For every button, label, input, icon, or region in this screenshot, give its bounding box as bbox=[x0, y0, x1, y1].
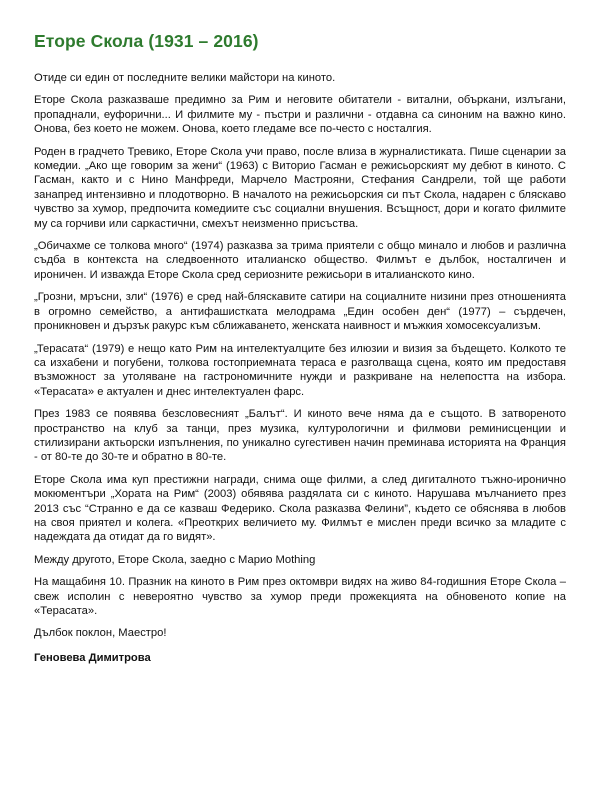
paragraph-farewell: Дълбок поклон, Маестро! bbox=[34, 627, 167, 640]
article bbox=[34, 30, 566, 665]
paragraph-biography: Роден в градчето Тревико, Еторе Скола учи право, после влиза в журналистиката. Пише сценарии за комедии. „Ако ще говорим за жени“ (1963) с Виторио Гасман е режисьорският му дебют в киното. С Гасман, както и с Нино Манфреди, Марчело Мастрояни, Стефания Сандрели, той ще работи занапред интензивно и плодотворно. В началото на режисьорския си път Скола, надарен с бляскаво чувство за хумор, предпочита комедиите със социални внушения. Всъщност, дори и когато филмите му са горчиви или саркастични, смехът неизменно присъства. bbox=[34, 145, 566, 230]
paragraph-terrace: „Терасата“ (1979) е нещо като Рим на интелектуалците без илюзии и визия за бъдещето. Колкото те са изхабени и погубени, толкова гостоприемната тераса е разголваща сцена, която им предоставя възможност за утоляване на гастрономичните нужди и разкриване на нелепостта на избора. «Терасата» е актуален и днес интелектуален фарс. bbox=[34, 342, 566, 398]
paragraph-we-loved-each-other: „Обичахме се толкова много“ (1974) разказва за трима приятели с общо минало и любов и различна съдба в контекста на следвоенното италианско общество. Филмът е дълбок, носталгичен и ироничен. И изважда Еторе Скола сред сериозните режисьори в италианското кино. bbox=[34, 240, 566, 281]
article-title: Еторе Скола (1931 – 2016) bbox=[34, 31, 259, 51]
paragraph-ugly-dirty-bad: „Грозни, мръсни, зли“ (1976) е сред най-бляскавите сатири на социалните низини през отношенията в огромно семейство, а антифашистката мелодрама „Един особен ден“ (1977) – сърдечен, проникновен и дързък ракурс към сближаването, женската наивност и мъжкия хомосексуализъм. bbox=[34, 291, 566, 333]
paragraph-intro: Отиде си един от последните велики майстори на киното. bbox=[34, 72, 336, 84]
paragraph-rome: Еторе Скола разказваше предимно за Рим и неговите обитатели - витални, объркани, излъгани, пропаднали, еуфорични... И филмите му - пъстри и различни - отдавна са синоним на важно кино. Онова, без което не можем. Онова, което гледаме все по-често с носталгия. bbox=[34, 94, 566, 136]
paragraph-documentary: Между другото, Еторе Скола, заедно с Марио Мothing bbox=[34, 553, 316, 566]
paragraph-awards: Еторе Скола има куп престижни награди, снима още филми, а след дигиталното тъжно-иронично мокюментъри „Хората на Рим“ (2003) обявява раздялата си с киното. Нарушава мълчанието през 2013 със “Странно е да се казваш Федерико. Скола разказва Фелини”, където се обяснява в любов на своя приятел и колега. «Преоткрих величието му. Филмът е мислен преди всичко за младите с надеждата да отидат да го видят». bbox=[34, 473, 566, 544]
paragraph-festival: На мащабиня 10. Празник на киното в Рим през октомври видях на живо 84-годишния Еторе Скола – свеж исполин с невероятно чувство за хумор преди прожекцията на обновеното копие на «Терасата». bbox=[34, 576, 566, 617]
author-name: Геновева Димитрова bbox=[34, 651, 151, 664]
paragraph-le-bal: През 1983 се появява безсловесният „Балът“. И киното вече няма да е същото. В затвореното пространство на клуб за танци, през музика, културологични и филмови реминисценции и стилизирани актьорски изпълнения, по уникално сугестивен начин преминава историята на Франция - от 80-те до 30-те и обратно в 80-те. bbox=[34, 408, 566, 464]
